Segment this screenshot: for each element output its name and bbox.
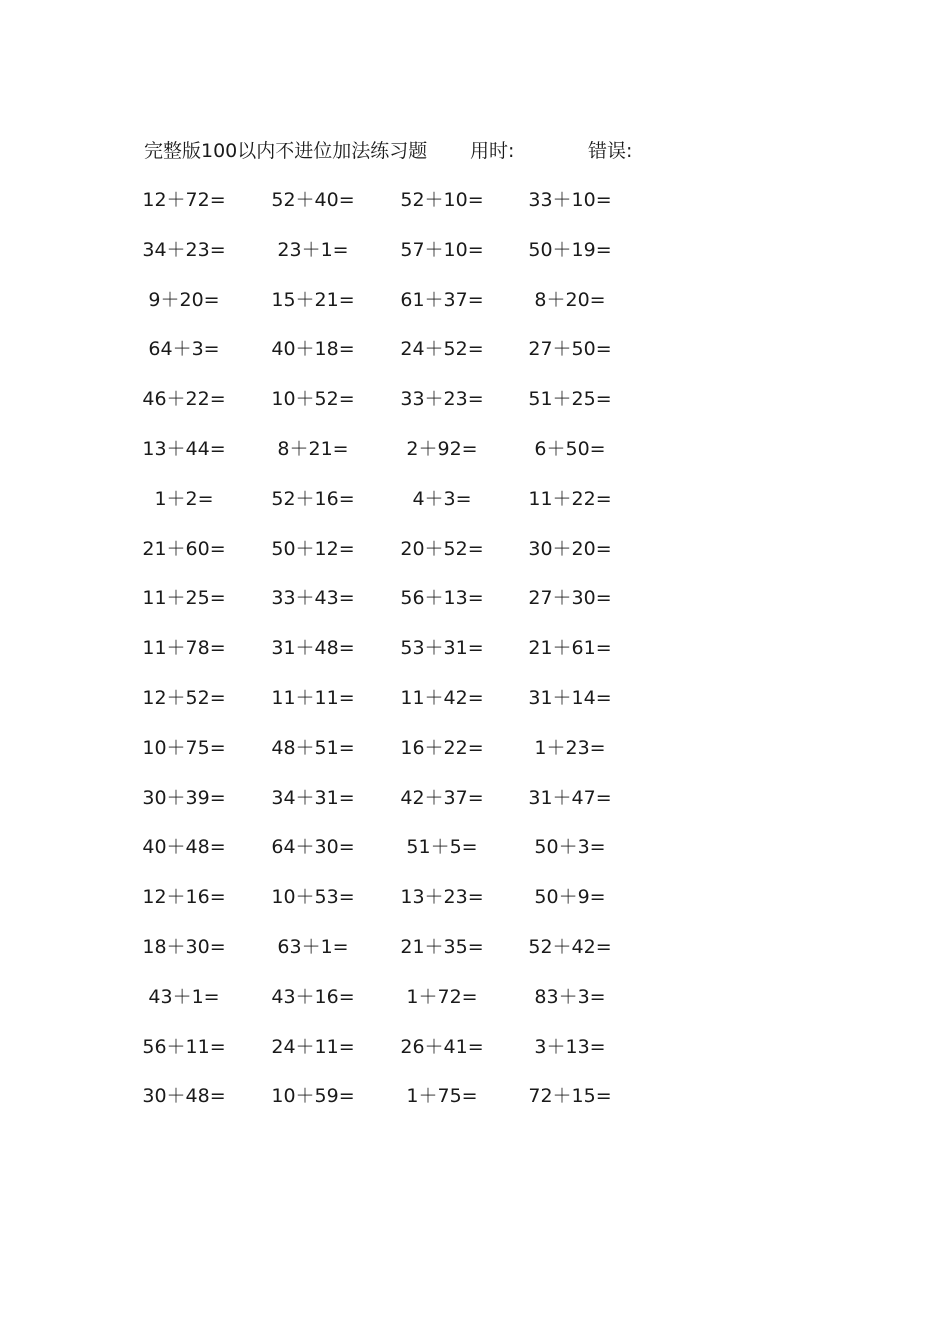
addition-problem: 10＋53= xyxy=(271,886,355,909)
worksheet-title: 完整版100以内不进位加法练习题 xyxy=(144,140,428,162)
addition-problem: 52＋40= xyxy=(271,189,355,211)
problem-row xyxy=(0,633,950,683)
addition-problem: 16＋22= xyxy=(400,736,484,759)
problem-row xyxy=(0,783,950,833)
problem-row xyxy=(0,832,950,882)
problem-row xyxy=(0,384,950,434)
addition-problem: 1＋23= xyxy=(534,736,606,759)
addition-problem: 12＋16= xyxy=(142,886,226,909)
addition-problem: 11＋78= xyxy=(142,637,226,660)
addition-problem: 20＋52= xyxy=(400,537,484,560)
addition-problem: 1＋2= xyxy=(154,487,214,510)
addition-problem: 40＋18= xyxy=(271,338,355,361)
time-label: 用时: xyxy=(470,140,515,162)
problem-row xyxy=(0,882,950,932)
addition-problem: 52＋42= xyxy=(528,935,612,958)
problem-row xyxy=(0,235,950,285)
addition-problem: 10＋59= xyxy=(271,1085,355,1108)
addition-problem: 9＋20= xyxy=(148,288,220,311)
problem-row xyxy=(0,185,950,235)
addition-problem: 11＋25= xyxy=(142,587,226,610)
addition-problem: 48＋51= xyxy=(271,736,355,759)
addition-problem: 33＋43= xyxy=(271,587,355,610)
addition-problem: 57＋10= xyxy=(400,238,484,261)
addition-problem: 1＋72= xyxy=(406,985,478,1008)
addition-problem: 53＋31= xyxy=(400,637,484,660)
addition-problem: 11＋22= xyxy=(528,487,612,510)
addition-problem: 31＋47= xyxy=(528,786,612,809)
addition-problem: 27＋50= xyxy=(528,338,612,361)
addition-problem: 12＋72= xyxy=(142,189,226,211)
problem-row xyxy=(0,733,950,783)
problem-row xyxy=(0,285,950,335)
addition-problem: 10＋75= xyxy=(142,736,226,759)
problem-row xyxy=(0,583,950,633)
addition-problem: 52＋10= xyxy=(400,189,484,211)
addition-problem: 30＋48= xyxy=(142,1085,226,1108)
addition-problem: 18＋30= xyxy=(142,935,226,958)
problem-row xyxy=(0,534,950,584)
addition-problem: 52＋16= xyxy=(271,487,355,510)
problem-row xyxy=(0,982,950,1032)
addition-problem: 21＋35= xyxy=(400,935,484,958)
addition-problem: 30＋20= xyxy=(528,537,612,560)
addition-problem: 63＋1= xyxy=(277,935,349,958)
addition-problem: 12＋52= xyxy=(142,686,226,709)
addition-problem: 83＋3= xyxy=(534,985,606,1008)
addition-problem: 30＋39= xyxy=(142,786,226,809)
addition-problem: 8＋21= xyxy=(277,437,349,460)
addition-problem: 56＋11= xyxy=(142,1035,226,1058)
problem-row xyxy=(0,1081,950,1131)
addition-problem: 43＋16= xyxy=(271,985,355,1008)
addition-problem: 3＋13= xyxy=(534,1035,606,1058)
addition-problem: 21＋60= xyxy=(142,537,226,560)
addition-problem: 6＋50= xyxy=(534,437,606,460)
addition-problem: 4＋3= xyxy=(412,487,472,510)
addition-problem: 43＋1= xyxy=(148,985,220,1008)
addition-problem: 24＋11= xyxy=(271,1035,355,1058)
addition-problem: 34＋31= xyxy=(271,786,355,809)
addition-problem: 40＋48= xyxy=(142,836,226,859)
addition-problem: 50＋3= xyxy=(534,836,606,859)
addition-problem: 33＋23= xyxy=(400,388,484,411)
addition-problem: 31＋14= xyxy=(528,686,612,709)
addition-problem: 11＋11= xyxy=(271,686,355,709)
addition-problem: 2＋92= xyxy=(406,437,478,460)
addition-problem: 10＋52= xyxy=(271,388,355,411)
addition-problem: 1＋75= xyxy=(406,1085,478,1108)
addition-problem: 51＋25= xyxy=(528,388,612,411)
addition-problem: 46＋22= xyxy=(142,388,226,411)
addition-problem: 72＋15= xyxy=(528,1085,612,1108)
addition-problem: 11＋42= xyxy=(400,686,484,709)
addition-problem: 23＋1= xyxy=(277,238,349,261)
addition-problem: 13＋44= xyxy=(142,437,226,460)
problem-row xyxy=(0,484,950,534)
addition-problem: 56＋13= xyxy=(400,587,484,610)
errors-label: 错误: xyxy=(588,140,633,162)
problem-row xyxy=(0,1032,950,1082)
addition-problem: 50＋12= xyxy=(271,537,355,560)
problem-row xyxy=(0,434,950,484)
addition-problem: 64＋3= xyxy=(148,338,220,361)
addition-problem: 21＋61= xyxy=(528,637,612,660)
addition-problem: 51＋5= xyxy=(406,836,478,859)
addition-problem: 31＋48= xyxy=(271,637,355,660)
addition-problem: 33＋10= xyxy=(528,189,612,211)
addition-problem: 64＋30= xyxy=(271,836,355,859)
addition-problem: 15＋21= xyxy=(271,288,355,311)
addition-problem: 50＋19= xyxy=(528,238,612,261)
problem-row xyxy=(0,334,950,384)
addition-problem: 8＋20= xyxy=(534,288,606,311)
problem-row xyxy=(0,932,950,982)
problem-grid xyxy=(0,185,950,1131)
addition-problem: 13＋23= xyxy=(400,886,484,909)
addition-problem: 26＋41= xyxy=(400,1035,484,1058)
problem-row xyxy=(0,683,950,733)
addition-problem: 34＋23= xyxy=(142,238,226,261)
addition-problem: 61＋37= xyxy=(400,288,484,311)
addition-problem: 42＋37= xyxy=(400,786,484,809)
addition-problem: 50＋9= xyxy=(534,886,606,909)
addition-problem: 24＋52= xyxy=(400,338,484,361)
addition-problem: 27＋30= xyxy=(528,587,612,610)
